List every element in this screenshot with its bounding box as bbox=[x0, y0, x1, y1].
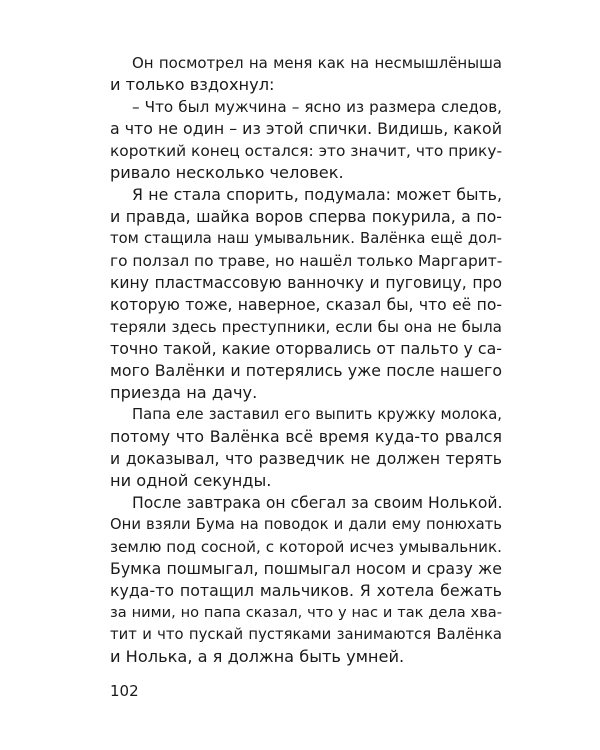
text-line: приезда на дачу. bbox=[110, 383, 258, 402]
text-line: короткий конец остался: это значит, что прику- bbox=[110, 142, 502, 160]
text-line: ни одной секунды. bbox=[110, 471, 272, 490]
paragraph-5 bbox=[110, 492, 502, 668]
text-line: теряли здесь преступники, если бы она не была bbox=[110, 318, 502, 336]
paragraph-2 bbox=[110, 96, 502, 184]
body-text bbox=[110, 52, 502, 668]
text-line: Он посмотрел на меня как на несмышлёныша bbox=[132, 54, 502, 72]
page-number: 102 bbox=[110, 682, 139, 700]
paragraph-1 bbox=[110, 52, 502, 96]
text-line: го ползал по траве, но нашёл только Маргарит- bbox=[110, 252, 503, 270]
paragraph-3 bbox=[110, 184, 502, 404]
text-line: том стащила наш умывальник. Валёнка ещё дол- bbox=[110, 230, 502, 247]
text-line: которую тоже, наверное, сказал бы, что её по- bbox=[110, 296, 502, 314]
text-line: Бумка пошмыгал, пошмыгал носом и сразу же bbox=[110, 559, 502, 578]
text-line: точно такой, какие оторвались от пальто у са- bbox=[110, 339, 502, 358]
text-line: землю под сосной, с которой исчез умывальник. bbox=[110, 538, 502, 556]
text-line: ривало несколько человек. bbox=[110, 163, 344, 182]
text-line: – Что был мужчина – ясно из размера следов, bbox=[132, 98, 502, 116]
text-line: и Нолька, а я должна быть умней. bbox=[110, 647, 405, 666]
text-line: Я не стала спорить, подумала: может быть, bbox=[132, 185, 502, 204]
text-line: После завтрака он сбегал за своим Нолькой. bbox=[132, 494, 503, 512]
text-line: потому что Валёнка всё время куда-то рвался bbox=[110, 427, 502, 446]
text-line: кину пластмассовую ванночку и пуговицу, про bbox=[110, 274, 502, 292]
text-line: тит и что пускай пустяками занимаются Валёнка bbox=[110, 626, 502, 643]
text-line: и правда, шайка воров сперва покурила, а по- bbox=[110, 207, 502, 226]
text-line: Папа еле заставил его выпить кружку молока, bbox=[132, 406, 502, 423]
text-line: и только вздохнул: bbox=[110, 75, 275, 94]
paragraph-4 bbox=[110, 404, 502, 492]
text-line: Они взяли Бума на поводок и дали ему понюхать bbox=[110, 516, 502, 533]
text-line: а что не один – из этой спички. Видишь, какой bbox=[110, 119, 502, 138]
text-line: за ними, но папа сказал, что у нас и так дела хва- bbox=[110, 604, 502, 621]
text-line: куда-то потащил мальчиков. Я хотела бежать bbox=[110, 581, 502, 600]
text-line: и доказывал, что разведчик не должен терять bbox=[110, 450, 502, 468]
text-line: мого Валёнки и потерялись уже после нашего bbox=[110, 361, 502, 380]
